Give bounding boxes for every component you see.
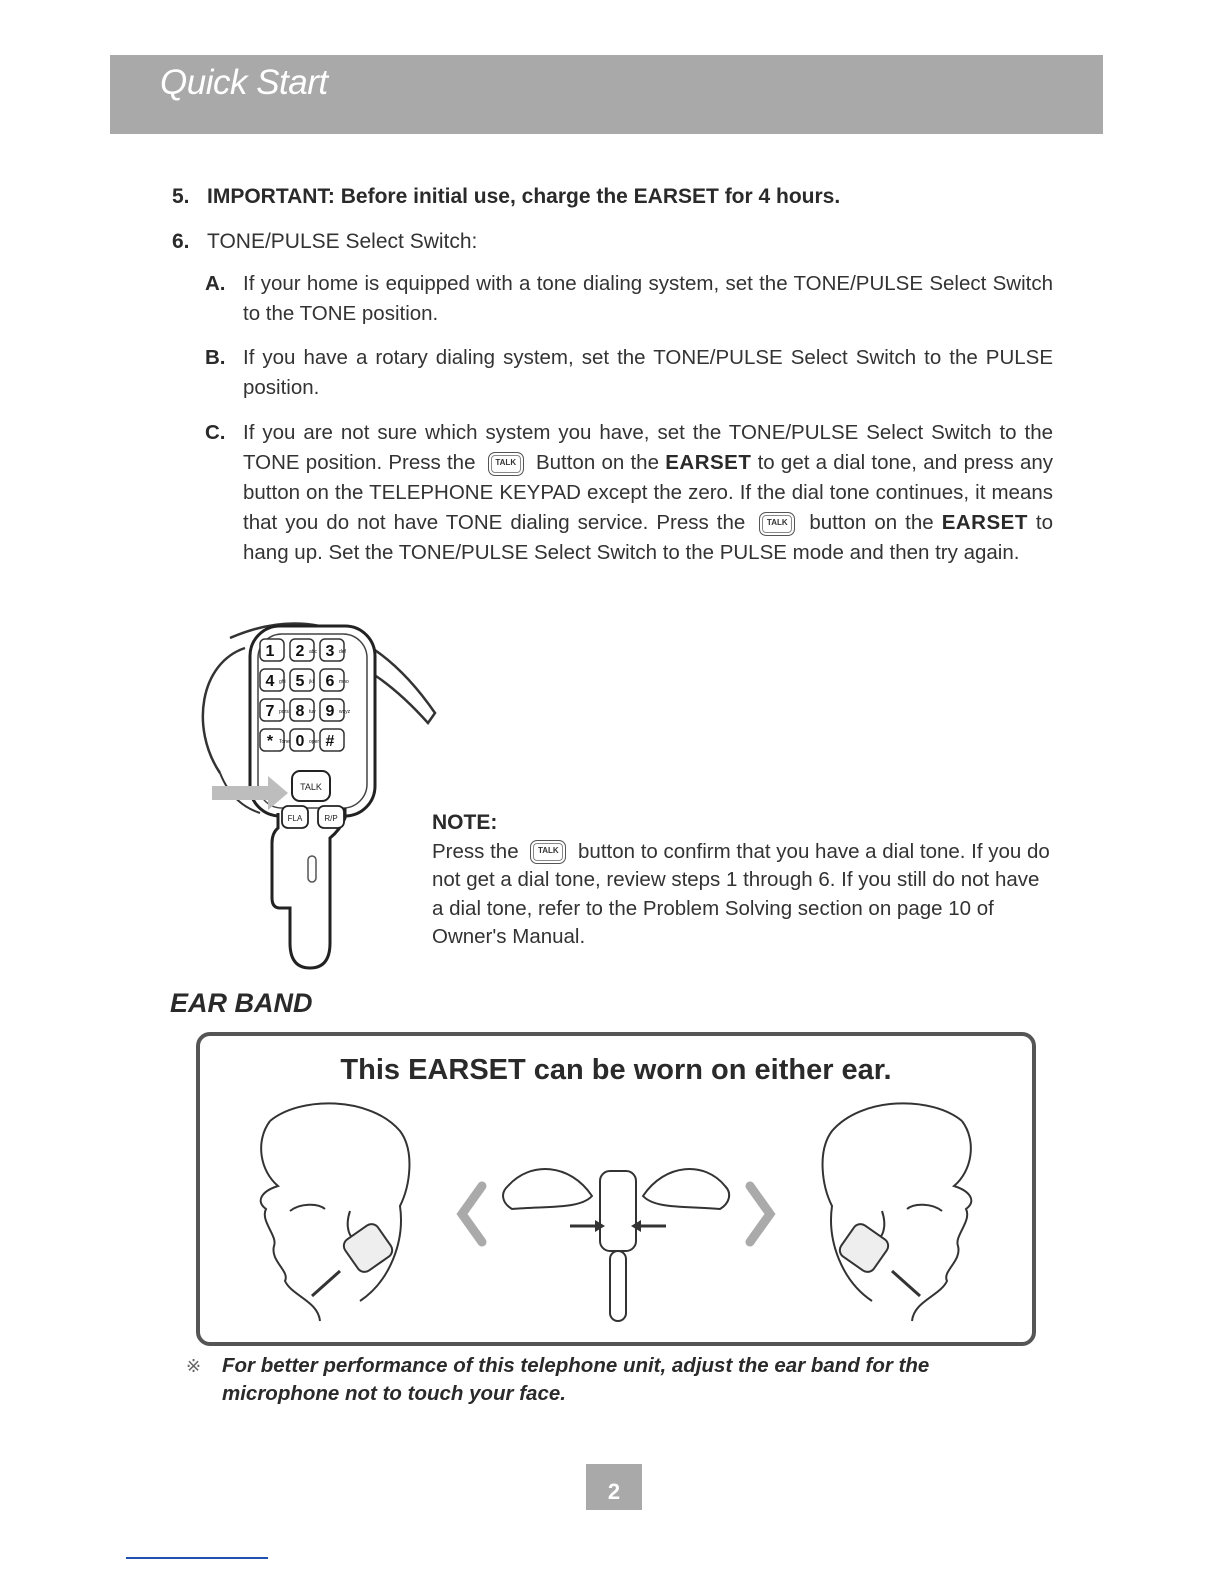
right-chevron-icon bbox=[750, 1186, 770, 1242]
page-title: Quick Start bbox=[160, 63, 328, 102]
talk-button-icon bbox=[759, 512, 795, 536]
keypad-key-label: # bbox=[325, 733, 335, 750]
footnote-text: For better performance of this telephone unit, adjust the ear band for the microphone not to touch your face. bbox=[222, 1354, 930, 1405]
substep-letter: C. bbox=[205, 421, 226, 444]
keypad-key-sublabel: mno bbox=[339, 679, 349, 685]
keypad-key-sublabel: pqrs bbox=[279, 709, 289, 715]
substep-c-part3: to get a dial tone, and press any button on the TELEPHONE KEYPAD except the zero. If the dial tone continues, it means that you do not have TONE dialing service. Press the bbox=[243, 451, 1054, 534]
earset-keypad-illustration bbox=[190, 608, 450, 973]
note-block bbox=[432, 809, 1052, 952]
left-chevron-icon bbox=[462, 1186, 482, 1242]
corner-rule bbox=[126, 1557, 268, 1559]
keypad-key-sublabel: ghi bbox=[279, 679, 286, 685]
substep-letter: A. bbox=[205, 272, 226, 295]
keypad-key-label: 6 bbox=[325, 673, 335, 690]
keypad-key-label: 3 bbox=[325, 643, 335, 660]
earset-term: EARSET bbox=[941, 511, 1028, 534]
substep-c-part5: to hang up. Set the TONE/PULSE Select Switch to the PULSE mode and then try again. bbox=[243, 511, 1053, 564]
talk-button-icon bbox=[530, 840, 566, 864]
substep-letter: B. bbox=[205, 346, 226, 369]
step-text: TONE/PULSE Select Switch: bbox=[207, 230, 478, 253]
keypad-key-label: 8 bbox=[295, 703, 305, 720]
substep-text: If your home is equipped with a tone dialing system, set the TONE/PULSE Select Switch to the TONE position. bbox=[243, 272, 1053, 325]
left-head-drawing bbox=[261, 1103, 410, 1321]
section-heading-ear-band: EAR BAND bbox=[170, 988, 313, 1018]
keypad-key-label: 1 bbox=[265, 643, 275, 660]
step-number: 6. bbox=[172, 230, 190, 253]
keypad-key-sublabel: def bbox=[339, 649, 346, 655]
note-text bbox=[432, 838, 1052, 952]
right-head-drawing bbox=[823, 1103, 972, 1321]
keypad-key-sublabel: jkl bbox=[309, 679, 314, 685]
keypad-talk-label: TALK bbox=[300, 782, 322, 792]
substep-c-part1: If you are not sure which system you have, set the TONE/PULSE Select Switch to the TONE position. Press the bbox=[243, 421, 1053, 474]
talk-chip-label: TALK bbox=[766, 517, 788, 527]
substep-text: If you have a rotary dialing system, set the TONE/PULSE Select Switch to the PULSE position. bbox=[243, 346, 1053, 399]
step-number: 5. bbox=[172, 185, 190, 208]
keypad-fla-label: FLA bbox=[287, 814, 303, 823]
note-part1: Press the bbox=[432, 839, 519, 863]
note-title: NOTE: bbox=[432, 811, 498, 834]
keypad-key-label: 5 bbox=[295, 673, 305, 690]
ear-band-illustration bbox=[200, 1091, 1032, 1336]
keypad-key-sublabel: oper bbox=[309, 739, 320, 745]
step-text: IMPORTANT: Before initial use, charge the EARSET for 4 hours. bbox=[207, 185, 841, 208]
keypad-key-label: 7 bbox=[265, 703, 275, 720]
keypad-key-sublabel: Tone bbox=[279, 739, 290, 745]
ear-band-panel bbox=[196, 1032, 1036, 1346]
note-part2: button to confirm that you have a dial tone. If you do not get a dial tone, review steps 1 through 6. If you still do not have a dial tone, refer to the Problem Solving section on page 10 of Owner's Manual. bbox=[432, 839, 1050, 948]
page-number: 2 bbox=[586, 1464, 642, 1510]
keypad-key-label: 0 bbox=[295, 733, 305, 750]
talk-chip-label: TALK bbox=[537, 846, 559, 856]
reference-mark-icon: ※ bbox=[186, 1356, 202, 1376]
keypad-key-label: 9 bbox=[325, 703, 335, 720]
substep-text bbox=[243, 418, 1053, 568]
keypad-key-sublabel: abc bbox=[309, 649, 318, 655]
keypad-key-label: * bbox=[266, 733, 274, 750]
center-earset-drawing bbox=[503, 1169, 729, 1321]
header-bar bbox=[110, 55, 1103, 134]
talk-chip-label: TALK bbox=[495, 457, 517, 467]
keypad-rp-label: R/P bbox=[324, 814, 338, 823]
earset-term: EARSET bbox=[665, 451, 752, 474]
talk-button-icon bbox=[488, 452, 524, 476]
substep-c-part2: Button on the bbox=[535, 451, 659, 474]
ear-band-caption: This EARSET can be worn on either ear. bbox=[340, 1054, 892, 1086]
substep-c-part4: button on the bbox=[809, 511, 934, 534]
keypad-key-label: 2 bbox=[295, 643, 305, 660]
keypad-key-sublabel: wxyz bbox=[339, 709, 351, 715]
earset-drawing bbox=[190, 608, 450, 973]
keypad-key-label: 4 bbox=[265, 673, 275, 690]
keypad-key-sublabel: tuv bbox=[309, 709, 316, 715]
